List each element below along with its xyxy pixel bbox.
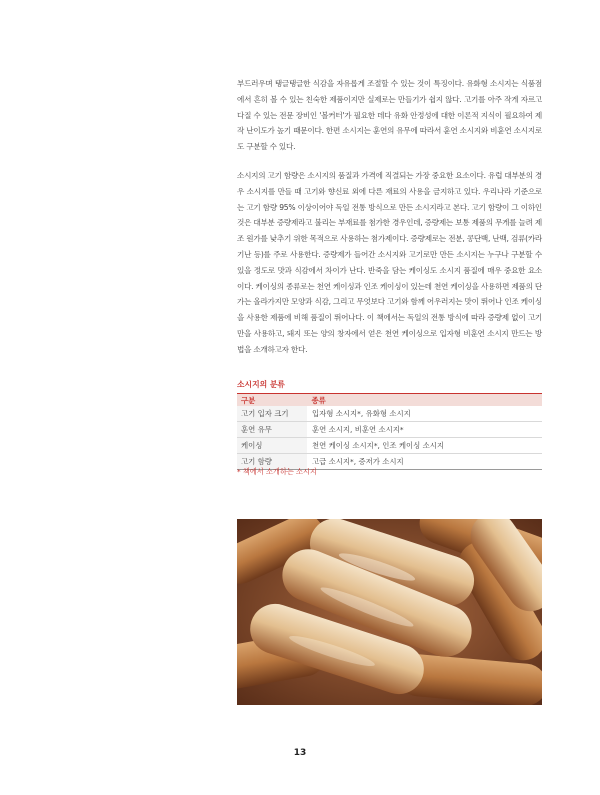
row-category: 훈연 유무: [237, 422, 308, 438]
row-types: 훈연 소시지, 비훈연 소시지*: [308, 422, 543, 438]
table-row: [237, 438, 542, 454]
table-row: [237, 406, 542, 422]
table-title: 소시지의 분류: [237, 380, 285, 389]
body-paragraph-2: 소시지의 고기 함량은 소시지의 품질과 가격에 직결되는 가장 중요한 요소이다. 유럽 대부분의 경우 소시지를 만들 때 고기와 향신료 외에 다른 재료의 사용을 금지하고 있다. 우리나라 기준으로는 고기 함량 95% 이상이어야 독일 전통 방식으로 만든 소시지라고 본다. 고기 함량이 그 이하인 것은 대부분 증량제라고 불리는 부재료를 첨가한 경우인데, 증량제는 보통 제품의 무게를 늘려 제조 원가를 낮추기 위한 목적으로 사용하는 첨가제이다. 증량제로는 전분, 콩단백, 난백, 검류(카라기난 등)를 주로 사용한다. 증량제가 들어간 소시지와 고기로만 만든 소시지는 누구나 구분할 수 있을 정도로 맛과 식감에서 차이가 난다. 반죽을 담는 케이싱도 소시지 품질에 매우 중요한 요소이다. 케이싱의 종류로는 천연 케이싱과 인조 케이싱이 있는데 천연 케이싱을 사용하면 제품의 단가는 올라가지만 모양과 식감, 그리고 무엇보다 고기와 함께 어우러지는 맛이 뛰어나 인조 케이싱을 사용한 제품에 비해 품질이 뛰어나다. 이 책에서는 독일의 전통 방식에 따라 증량제 없이 고기만을 사용하고, 돼지 또는 양의 창자에서 얻은 천연 케이싱으로 입자형 비훈연 소시지 만드는 방법을 소개하고자 한다.: [237, 171, 542, 354]
sausage-classification-table: [237, 393, 542, 470]
row-category: 고기 입자 크기: [237, 406, 308, 422]
row-category: 케이싱: [237, 438, 308, 454]
table-row: [237, 422, 542, 438]
row-category: 고기 함량: [237, 454, 308, 470]
grilled-sausages-photo: [237, 519, 542, 705]
header-type: 종류: [308, 394, 543, 407]
header-category: 구분: [237, 394, 308, 407]
row-types: 천연 케이싱 소시지*, 인조 케이싱 소시지: [308, 438, 543, 454]
table-footnote: * 책에서 소개하는 소시지: [237, 467, 317, 476]
body-paragraph-1: 부드러우며 탱글탱글한 식감을 자유롭게 조절할 수 있는 것이 특징이다. 유화형 소시지는 식품점에서 흔히 볼 수 있는 친숙한 제품이지만 실제로는 만들기가 쉽지 않다. 고기를 아주 작게 자르고 다질 수 있는 전문 장비인 '볼커터'가 필요한 데다 유화 안정성에 대한 이론적 지식이 필요하여 제작 난이도가 높기 때문이다. 한편 소시지는 훈연의 유무에 따라서 훈연 소시지와 비훈연 소시지로도 구분할 수 있다.: [237, 79, 542, 152]
page-number: 13: [293, 748, 307, 758]
row-types: 고급 소시지*, 증저가 소시지: [308, 454, 543, 470]
row-types: 입자형 소시지*, 유화형 소시지: [308, 406, 543, 422]
table-header-row: [237, 394, 542, 407]
